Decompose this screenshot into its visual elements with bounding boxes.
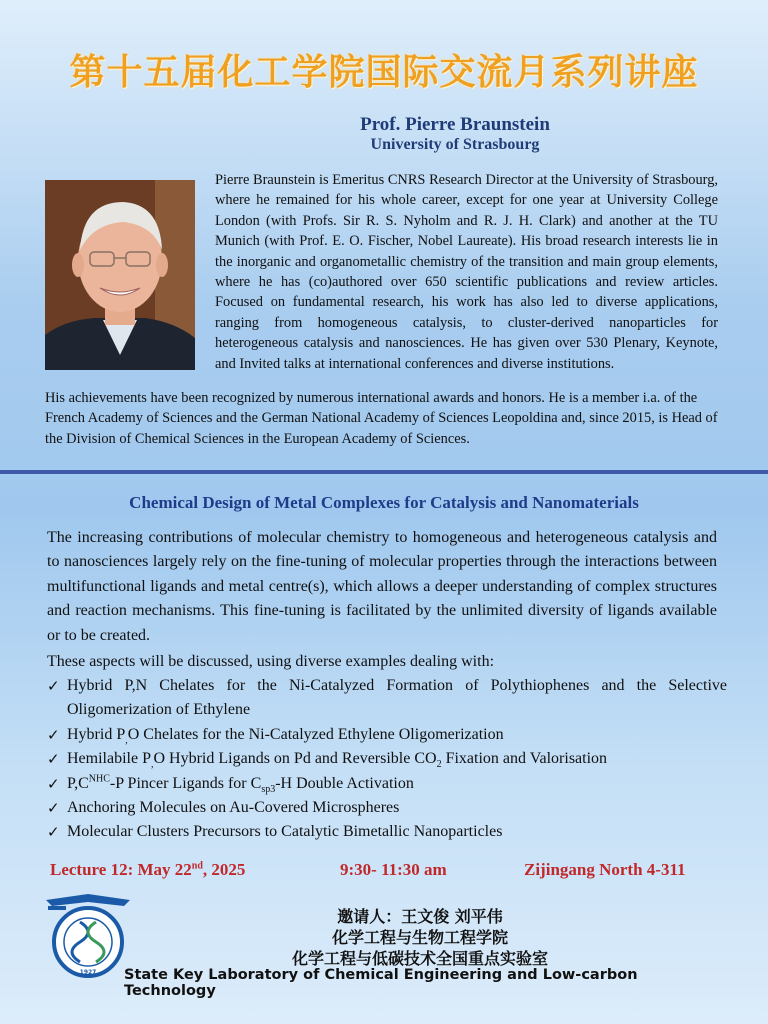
speaker-name: Prof. Pierre Braunstein bbox=[360, 114, 550, 135]
speaker-achievements: His achievements have been recognized by numerous international awards and honors. He is a member i.a. of the French Academy of Sciences and the German National Academy of Sciences Leopoldina and, since 2015, is Head of the Division of Chemical Sciences in the European Academy of Sciences. bbox=[45, 390, 718, 447]
checkmark-icon: ✓ bbox=[47, 725, 60, 744]
checkmark-icon: ✓ bbox=[47, 677, 60, 695]
lab-name-cn: 化学工程与低碳技术全国重点实验室 bbox=[291, 949, 548, 968]
checkmark-icon: ✓ bbox=[47, 823, 60, 842]
checkmark-icon: ✓ bbox=[47, 774, 60, 793]
speaker-affiliation: University of Strasbourg bbox=[370, 136, 540, 153]
svg-text:1927: 1927 bbox=[79, 969, 97, 976]
list-item: ✓ Anchoring Molecules on Au-Covered Microspheres bbox=[47, 796, 727, 820]
topic-list bbox=[47, 674, 727, 845]
inviter-text: 邀请人：王文俊 刘平伟 bbox=[337, 907, 503, 926]
list-item: ✓ Hybrid $P_,O$ Chelates for the Ni-Catalyzed Ethylene Oligomerization bbox=[47, 723, 727, 747]
list-item: ✓ $P,C^{NHC}-P$ Pincer Ligands for $C_{sp3}-H$ Double Activation bbox=[47, 773, 414, 795]
speaker-bio: Pierre Braunstein is Emeritus CNRS Research Director at the University of Strasbourg, where he remained for his whole career, except for one year at University College London (with Profs. Sir R. S. Nyholm and R. J. H. Clark) and another at the TU Munich (with Prof. E. O. Fischer, Nobel Laureate). His broad research interests lie in the inorganic and organometallic chemistry of the transition and main group elements, where he has (co)authored over 650 scientific publications and review articles. Focused on fundamental research, his work has also led to diverse applications, ranging from homogeneous catalysis, to cluster-derived nanoparticles for heterogeneous catalysis and nanosciences. He has given over 530 Plenary, Keynote, and Invited talks at international conferences and diverse institutions. bbox=[215, 172, 718, 372]
talk-abstract: The increasing contributions of molecular chemistry to homogeneous and heterogeneous catalysis and to nanosciences largely rely on the fine-tuning of molecular properties through the interactions between multifunctional ligands and metal centre(s), which allows a deeper understanding of complex structures and reaction mechanisms. This fine-tuning is facilitated by the unlimited diversity of ligands available or to be created. bbox=[47, 529, 717, 644]
college-logo bbox=[44, 892, 132, 980]
speaker-photo bbox=[45, 180, 195, 370]
lecture-date: Lecture 12: May 22nd, 2025 bbox=[50, 860, 246, 879]
checkmark-icon: ✓ bbox=[47, 799, 60, 818]
aspects-intro: These aspects will be discussed, using diverse examples dealing with: bbox=[47, 653, 495, 670]
page-title: 第十五届化工学院国际交流月系列讲座 bbox=[69, 52, 699, 93]
lecture-location: Zijingang North 4-311 bbox=[524, 860, 686, 879]
lab-name-en: State Key Laboratory of Chemical Engineering and Low-carbon Technology bbox=[124, 967, 638, 999]
college-name: 化学工程与生物工程学院 bbox=[331, 928, 508, 947]
checkmark-icon: ✓ bbox=[47, 750, 60, 769]
talk-title: Chemical Design of Metal Complexes for Catalysis and Nanomaterials bbox=[129, 493, 639, 512]
section-divider bbox=[0, 470, 768, 474]
list-item: ✓ Hemilabile $P_,O$ Hybrid Ligands on Pd and Reversible $CO_2$ Fixation and Valorisation bbox=[47, 747, 727, 771]
list-item: ✓ Molecular Clusters Precursors to Catalytic Bimetallic Nanoparticles bbox=[47, 820, 727, 844]
list-item: ✓ Hybrid P,N Chelates for the Ni-Catalyzed Formation of Polythiophenes and the Selective Oligomerization of Ethylene bbox=[47, 674, 727, 723]
lecture-time: 9:30- 11:30 am bbox=[340, 860, 447, 879]
